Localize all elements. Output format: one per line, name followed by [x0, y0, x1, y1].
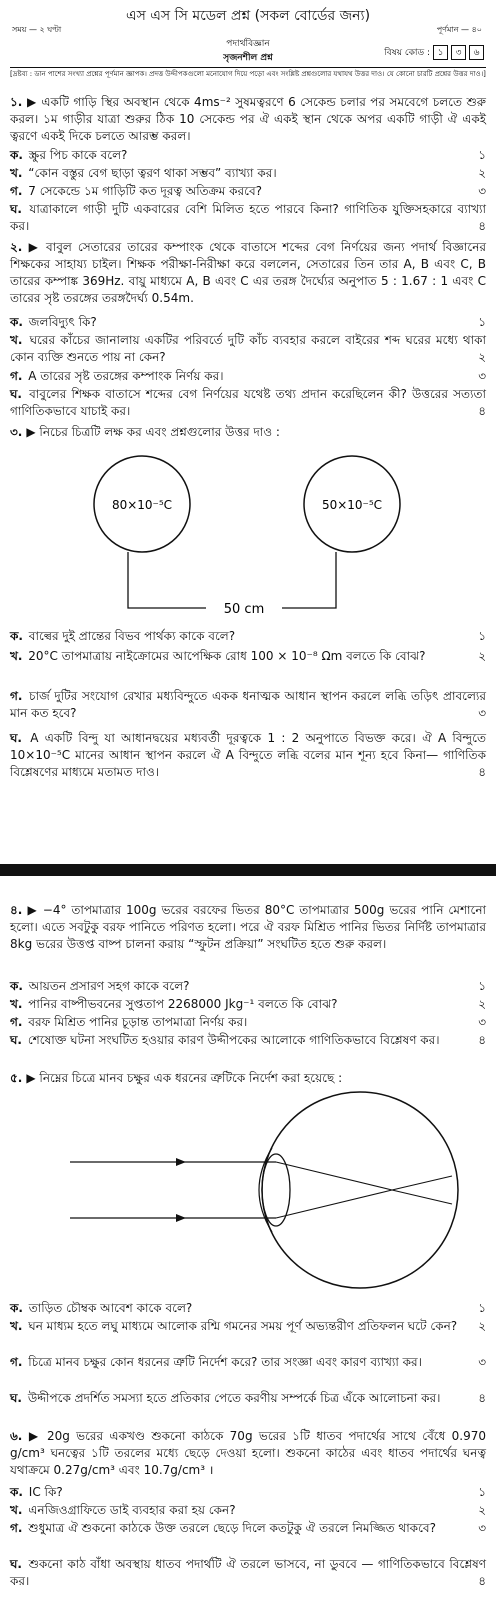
question-5-stem: [10, 1070, 486, 1087]
part-text: চার্জ দুটির সংযোগ রেখার মধ্যবিন্দুতে একক ধনাত্মক আধান স্থাপন করলে লব্ধি তড়িৎ প্রাবল্যের মান কত হবে?: [10, 689, 486, 720]
question-1-part-gha: [10, 201, 486, 235]
question-text: ▶ নিচের চিত্রটি লক্ষ কর এবং প্রশ্নগুলোর উত্তর দাও :: [26, 425, 280, 439]
question-3-part-kha: [10, 648, 486, 665]
refracted-ray-bottom: [276, 1190, 392, 1218]
question-number: ৪.: [10, 903, 23, 917]
full-marks: পূর্ণমান — ৪০: [436, 25, 482, 34]
part-text: স্ক্রুর পিচ কাকে বলে?: [28, 148, 128, 162]
question-2-part-ga: [10, 368, 486, 385]
part-text: বাবুলের শিক্ষক বাতাসে শব্দের বেগ নির্ণয়ের যথেষ্ট তথ্য প্রদান করেছিলেন কী? উত্তরের সত্যতা গাণিতিকভাবে যাচাই কর।: [10, 387, 486, 418]
part-mark: ১: [478, 979, 486, 993]
question-4-stem: [10, 902, 486, 953]
part-text: A তারের সৃষ্ট তরঙ্গের কম্পাংক নির্ণয় কর।: [28, 369, 224, 383]
question-4-part-ka: [10, 978, 486, 995]
part-mark: ৪: [478, 1391, 486, 1405]
part-label: ক.: [10, 629, 23, 643]
part-text: “কোন বস্তুর বেগ ছাড়া ত্বরণ থাকা সম্ভব” ব্যাখ্যা কর।: [28, 166, 277, 180]
part-label: ঘ.: [10, 1033, 22, 1047]
question-5-part-kha: [10, 1318, 486, 1335]
left-charge-label: 80×10⁻⁵C: [111, 498, 173, 512]
part-label: ঘ.: [10, 1391, 22, 1405]
question-text: ▶ বাবুল সেতারের তারের কম্পাংক থেকে বাতাসে শব্দের বেগ নির্ণয়ের জন্য পদার্থ বিজ্ঞানের শিক্ষকের সাহায্য চাইল। শিক্ষক পরীক্ষা-নিরীক্ষা করে বললেন, সেতারের তিন তার A, B এবং C, B তারের কম্পাঙ্ক 369Hz. বায়ু মাধ্যমে A, B এবং C এর তরঙ্গ দৈর্ঘ্যের অনুপাত 5 : 1.67 : 1 এবং C তারের সৃষ্ট তরঙ্গের তরঙ্গদৈর্ঘ্য 0.54m.: [10, 240, 486, 305]
subject-code: [384, 45, 484, 60]
part-text: 7 সেকেন্ডে ১ম গাড়িটি কত দূরত্ব অতিক্রম করবে?: [28, 184, 263, 198]
part-label: গ.: [10, 689, 23, 703]
question-4-part-ga: [10, 1014, 486, 1031]
page-separator: [0, 864, 496, 876]
subject-code-digit: ১: [433, 45, 448, 60]
charges-diagram: [0, 446, 496, 622]
part-label: গ.: [10, 184, 23, 198]
question-1-part-ga: [10, 183, 486, 200]
subject-name: পদার্থবিজ্ঞান: [226, 39, 270, 49]
part-text: চিত্রে মানব চক্ষুর কোন ধরনের ত্রুটি নির্দেশ করে? তার সংজ্ঞা এবং কারণ ব্যাখ্যা কর।: [28, 1355, 422, 1369]
cornea: [259, 1148, 272, 1232]
arrow-icon: [176, 1214, 186, 1222]
part-label: ক.: [10, 315, 23, 329]
part-mark: ১: [478, 315, 486, 329]
part-mark: ৪: [478, 219, 486, 233]
part-mark: ২: [478, 1319, 486, 1333]
part-text: আয়তন প্রসারণ সহগ কাকে বলে?: [28, 979, 190, 993]
part-mark: ৩: [478, 706, 486, 720]
question-5-part-ka: [10, 1300, 486, 1317]
part-text: IC কি?: [28, 1485, 63, 1499]
part-mark: ২: [478, 166, 486, 180]
question-number: ১.: [10, 95, 23, 109]
exam-time: সময় — ২ ঘণ্টা: [12, 25, 62, 34]
part-text: জলবিদ্যুৎ কি?: [28, 315, 97, 329]
question-1-part-ka: [10, 147, 486, 164]
question-text: ▶ নিম্নের চিত্রে মানব চক্ষুর এক ধরনের ত্রুটিকে নির্দেশ করা হয়েছে :: [26, 1071, 343, 1085]
subject-code-label: বিষয় কোড :: [384, 48, 430, 58]
part-mark: ১: [478, 1301, 486, 1315]
part-mark: ৩: [478, 1521, 486, 1535]
part-mark: ৪: [478, 765, 486, 779]
part-mark: ২: [478, 1503, 486, 1517]
part-text: শুকনো কাঠ বাঁধা অবস্থায় ধাতব পদার্থটি ঐ তরলে ভাসবে, না ডুববে — গাণিতিকভাবে বিশ্লেষণ কর।: [10, 1557, 486, 1588]
part-label: ঘ.: [10, 387, 22, 401]
question-2-part-ka: [10, 314, 486, 331]
question-type: সৃজনশীল প্রশ্ন: [223, 53, 273, 63]
part-mark: ৪: [478, 404, 486, 418]
part-mark: ৩: [478, 184, 486, 198]
distance-line-right: [282, 552, 336, 608]
subject-code-digit: ৩: [451, 45, 466, 60]
part-mark: ১: [478, 148, 486, 162]
question-number: ৩.: [10, 425, 23, 439]
part-label: গ.: [10, 369, 23, 383]
right-charge-label: 50×10⁻⁵C: [321, 498, 383, 512]
question-3-part-gha: [10, 730, 486, 781]
question-2-stem: [10, 239, 486, 307]
question-6-stem: [10, 1428, 486, 1479]
diverging-ray-top: [392, 1176, 452, 1190]
diverging-ray-bottom: [392, 1190, 452, 1204]
part-label: গ.: [10, 1015, 23, 1029]
part-text: যাত্রাকালে গাড়ী দুটি একবারের বেশি মিলিত হতে পারবে কিনা? গাণিতিক যুক্তিসহকারে ব্যাখ্যা কর।: [10, 202, 486, 233]
question-3-stem: [10, 424, 486, 441]
part-label: খ.: [10, 333, 23, 347]
part-text: বরফ মিশ্রিত পানির চূড়ান্ত তাপমাত্রা নির্ণয় কর।: [28, 1015, 248, 1029]
part-label: খ.: [10, 166, 23, 180]
question-number: ২.: [10, 240, 23, 254]
exam-title: এস এস সি মডেল প্রশ্ন (সকল বোর্ডের জন্য): [125, 8, 371, 24]
part-mark: ৪: [478, 1574, 486, 1588]
part-text: এনজিওগ্রাফিতে ডাই ব্যবহার করা হয় কেন?: [28, 1503, 236, 1517]
part-label: ঘ.: [10, 202, 22, 216]
part-label: গ.: [10, 1355, 23, 1369]
part-text: A একটি বিন্দু যা আধানদ্বয়ের মধ্যবর্তী দূরত্বকে 1 : 2 অনুপাতে বিভক্ত করে। ঐ A বিন্দুতে 10×10⁻⁵C মানের আধান স্থাপন করলে ঐ A বিন্দুতে লব্ধি বলের মান শূন্য হবে কিনা— গাণিতিক বিশ্লেষণের মাধ্যমে মতামত দাও।: [10, 731, 486, 779]
part-text: বাল্বের দুই প্রান্তের বিভব পার্থক্য কাকে বলে?: [28, 629, 236, 643]
part-mark: ২: [478, 350, 486, 364]
part-text: উদ্দীপকে প্রদর্শিত সমস্যা হতে প্রতিকার পেতে করণীয় সম্পর্কে চিত্র এঁকে আলোচনা কর।: [27, 1391, 441, 1405]
question-5-part-gha: [10, 1390, 486, 1407]
part-label: ক.: [10, 148, 23, 162]
page-two: [0, 876, 496, 1600]
question-text: ▶ −4° তাপমাত্রার 100g ভরের বরফের ভিতর 80°C তাপমাত্রার 500g ভরের পানি মেশানো হলো। এতে সবটুকু বরফ পানিতে পরিণত হলো। পরে ঐ বরফ মিশ্রিত পানির ভিতর নির্দিষ্ট তাপমাত্রার 8kg ভরের উত্তপ্ত বাষ্প চালনা করায় “স্ফুটন প্রক্রিয়া” সংঘটিত হতে শুরু করল।: [10, 903, 486, 951]
part-text: তাড়িত চৌম্বক আবেশ কাকে বলে?: [28, 1301, 193, 1315]
question-3-part-ka: [10, 628, 486, 645]
question-3-part-ga: [10, 688, 486, 722]
part-label: ঘ.: [10, 1557, 22, 1571]
arrow-icon: [176, 1158, 186, 1166]
question-5-part-ga: [10, 1354, 486, 1371]
part-label: ক.: [10, 979, 23, 993]
part-label: খ.: [10, 1319, 23, 1333]
distance-line-left: [128, 552, 206, 608]
question-1-part-kha: [10, 165, 486, 182]
part-mark: ২: [478, 649, 486, 663]
refracted-ray-top: [276, 1162, 392, 1190]
question-1-stem: [10, 94, 486, 145]
part-text: 20°C তাপমাত্রায় নাইক্রোমের আপেক্ষিক রোধ 100 × 10⁻⁸ Ωm বলতে কি বোঝ?: [28, 649, 426, 663]
question-6-part-kha: [10, 1502, 486, 1519]
subject-code-digit: ৬: [469, 45, 484, 60]
part-mark: ১: [478, 629, 486, 643]
part-mark: ৩: [478, 1355, 486, 1369]
part-label: ক.: [10, 1485, 23, 1499]
question-number: ৫.: [10, 1071, 23, 1085]
part-text: ঘরের কাঁচের জানালায় একটির পরিবর্তে দুটি কাঁচ ব্যবহার করলে বাইরের শব্দ ঘরের মধ্যে থাকা কোন ব্যক্তি শুনতে পায় না কেন?: [10, 333, 486, 364]
part-mark: ২: [478, 997, 486, 1011]
question-4-part-gha: [10, 1032, 486, 1049]
question-text: ▶ 20g ভরের একখণ্ড শুকনো কাঠকে 70g ভরের ১টি ধাতব পদার্থের সাথে বেঁধে 0.970 g/cm³ ঘনত্বের ১টি তরলের মধ্যে ছেড়ে দেওয়া হলো। শুকনো কাঠের এবং ধাতব পদার্থের ঘনত্ব যথাক্রমে 0.27g/cm³ এবং 10.7g/cm³ ।: [10, 1429, 486, 1477]
question-4-part-kha: [10, 996, 486, 1013]
instruction-note: [দ্রষ্টব্য : ডান পাশের সংখ্যা প্রশ্নের পূর্ণমান জ্ঞাপক। প্রদত্ত উদ্দীপকগুলো মনোযোগ দিয়ে পড়ো এবং সংশ্লিষ্ট প্রশ্নগুলোর যথাযথ উত্তর দাও। যে কোনো চারটি প্রশ্নের উত্তর দাও।]: [10, 67, 486, 80]
question-2-part-gha: [10, 386, 486, 420]
part-label: খ.: [10, 997, 23, 1011]
part-label: গ.: [10, 1521, 23, 1535]
distance-label: 50 cm: [223, 602, 265, 617]
part-text: ঘন মাধ্যম হতে লঘু মাধ্যমে আলোক রশ্মি গমনের সময় পূর্ণ অভ্যন্তরীণ প্রতিফলন ঘটে কেন?: [28, 1319, 458, 1333]
part-mark: ৩: [478, 369, 486, 383]
eye-defect-diagram: [0, 1090, 496, 1290]
part-mark: ৪: [478, 1033, 486, 1047]
part-mark: ১: [478, 1485, 486, 1499]
part-label: খ.: [10, 649, 23, 663]
eyeball-outline: [262, 1092, 458, 1288]
part-text: পানির বাষ্পীভবনের সুপ্ততাপ 2268000 Jkg⁻¹ বলতে কি বোঝ?: [28, 997, 338, 1011]
question-6-part-ga: [10, 1520, 486, 1537]
part-mark: ৩: [478, 1015, 486, 1029]
question-text: ▶ একটি গাড়ি স্থির অবস্থান থেকে 4ms⁻² সুষমত্বরণে 6 সেকেন্ড চলার পর সমবেগে চলতে শুরু করল। ১ম গাড়ীর যাত্রা শুরুর ঠিক 10 সেকেন্ড পর ঐ একই স্থান থেকে অপর একটি গাড়ী ঐ একই ত্বরণে একই দিকে চলতে আরম্ভ করল।: [10, 95, 486, 143]
question-6-part-ka: [10, 1484, 486, 1501]
question-number: ৬.: [10, 1429, 23, 1443]
part-text: শুধুমাত্র ঐ শুকনো কাঠকে উক্ত তরলে ছেড়ে দিলে কতটুকু ঐ তরলে নিমজ্জিত থাকবে?: [28, 1521, 436, 1535]
part-label: ঘ.: [10, 731, 22, 745]
part-label: খ.: [10, 1503, 23, 1517]
part-label: ক.: [10, 1301, 23, 1315]
question-6-part-gha: [10, 1556, 486, 1590]
part-text: শেষোক্ত ঘটনা সংঘটিত হওয়ার কারণ উদ্দীপকের আলোকে গাণিতিকভাবে বিশ্লেষণ কর।: [27, 1033, 440, 1047]
question-2-part-kha: [10, 332, 486, 366]
